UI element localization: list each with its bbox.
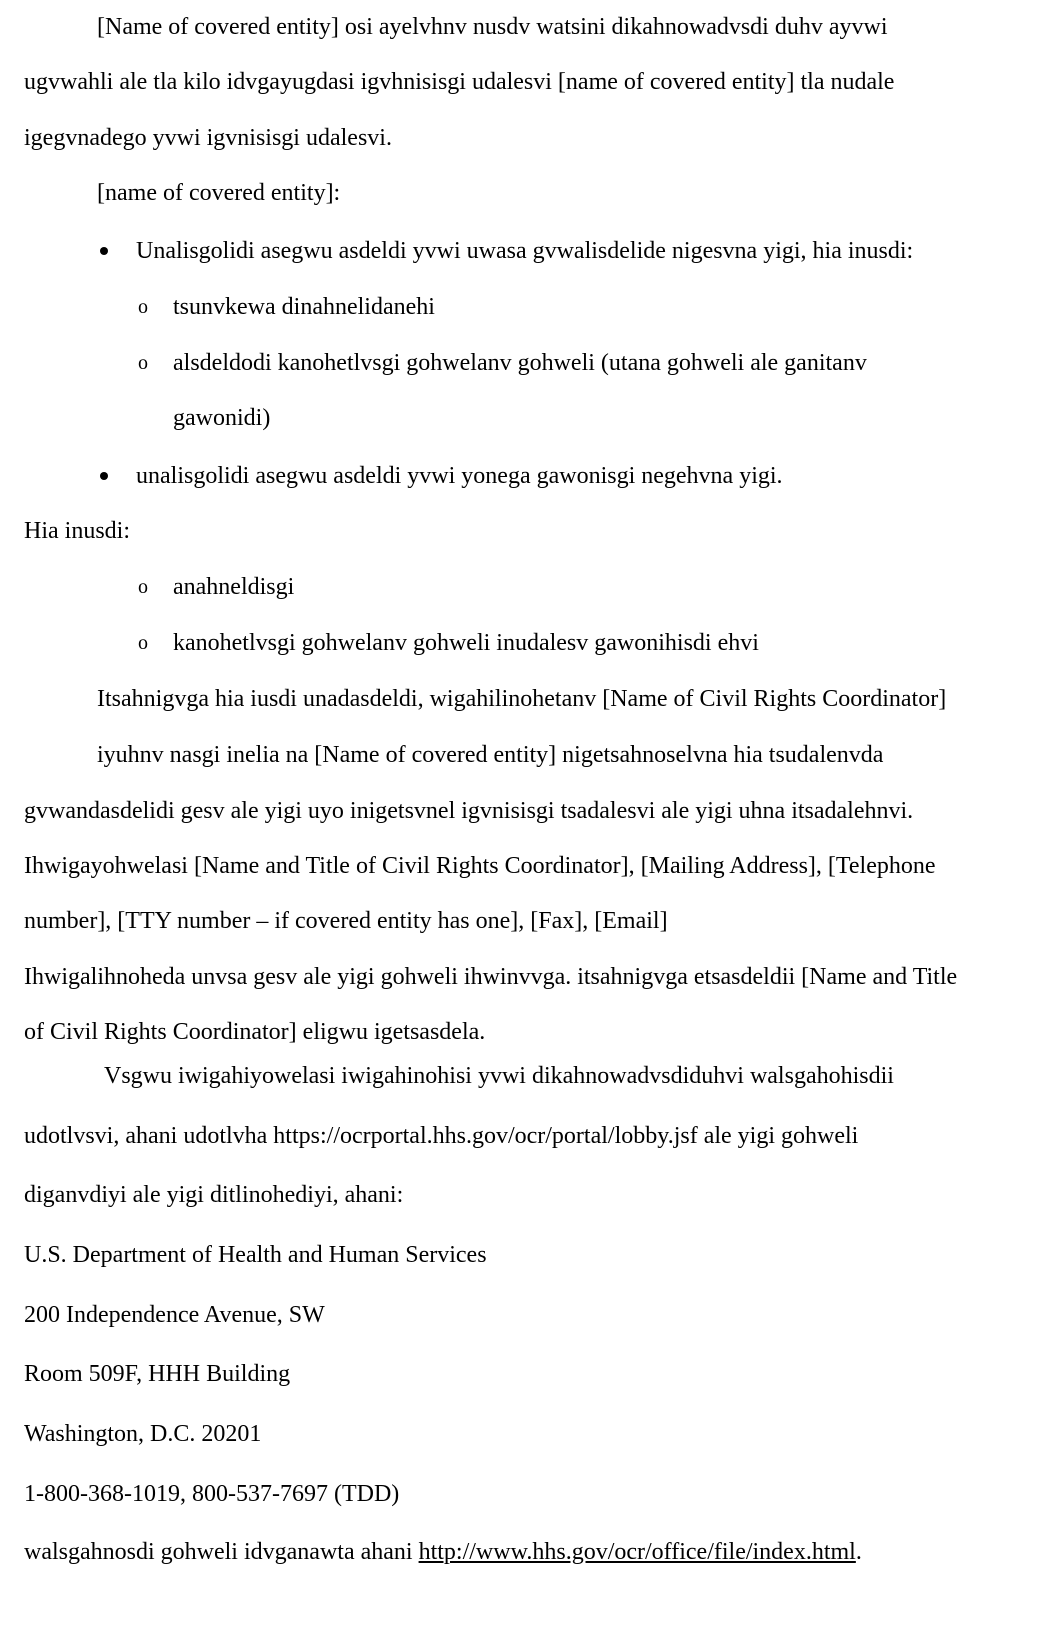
complaint-form-text: walsgahnosdi gohweli idvganawta ahani	[24, 1539, 419, 1565]
phone-numbers: 1-800-368-1019, 800-537-7697 (TDD)	[24, 1481, 400, 1507]
paragraph-2-line-5: number], [TTY number – if covered entity has one], [Fax], [Email]	[24, 908, 668, 934]
paragraph-3-line-1: Ihwigalihnoheda unvsa gesv ale yigi gohweli ihwinvvga. itsahnigvga etsasdeldii [Name and Title	[24, 964, 958, 990]
paragraph-4-line-2: udotlvsvi, ahani udotlvha https://ocrportal.hhs.gov/ocr/portal/lobby.jsf ale yigi gohweli	[24, 1123, 859, 1149]
sub-item-3: anahneldisgi	[173, 574, 295, 600]
sub-item-4: kanohetlvsgi gohwelanv gohweli inudalesv gawonihisdi ehvi	[173, 630, 759, 656]
paragraph-3-line-2: of Civil Rights Coordinator] eligwu igetsasdela.	[24, 1019, 486, 1045]
bullet-marker	[100, 236, 110, 266]
entity-heading: [name of covered entity]:	[97, 180, 341, 206]
paragraph-2-line-4: Ihwigayohwelasi [Name and Title of Civil Rights Coordinator], [Mailing Address], [Telephone	[24, 853, 936, 879]
paragraph-2-line-1: Itsahnigvga hia iusdi unadasdeldi, wigahilinohetanv [Name of Civil Rights Coordinator]	[97, 686, 947, 712]
paragraph-1-line-3: igegvnadego yvwi igvnisisgi udalesvi.	[24, 125, 392, 151]
bullet-item-2: unalisgolidi asegwu asdeldi yvwi yonega gawonisgi negehvna yigi.	[136, 463, 783, 489]
address-line-3: Room 509F, HHH Building	[24, 1361, 291, 1387]
complaint-form-period: .	[855, 1539, 862, 1565]
sub-item-2-line-2: gawonidi)	[173, 405, 271, 431]
bullet-marker	[100, 461, 110, 491]
complaint-form-link[interactable]: http://www.hhs.gov/ocr/office/file/index.html	[418, 1539, 856, 1565]
paragraph-2-line-3: gvwandasdelidi gesv ale yigi uyo inigetsvnel igvnisisgi tsadalesvi ale yigi uhna itsadalehnvi.	[24, 798, 914, 824]
sub-bullet-marker: o	[138, 352, 148, 374]
address-line-4: Washington, D.C. 20201	[24, 1421, 262, 1447]
paragraph-1-line-1: [Name of covered entity] osi ayelvhnv nusdv watsini dikahnowadvsdi duhv ayvwi	[97, 14, 888, 40]
sub-bullet-marker: o	[138, 296, 148, 318]
address-line-2: 200 Independence Avenue, SW	[24, 1302, 325, 1328]
sub-bullet-marker: o	[138, 576, 148, 598]
sub-item-2-line-1: alsdeldodi kanohetlvsgi gohwelanv gohweli (utana gohweli ale ganitanv	[173, 350, 867, 376]
paragraph-4-line-3: diganvdiyi ale yigi ditlinohediyi, ahani:	[24, 1182, 404, 1208]
paragraph-1-line-2: ugvwahli ale tla kilo idvgayugdasi igvhnisisgi udalesvi [name of covered entity] tla nudale	[24, 69, 895, 95]
bullet-item-1: Unalisgolidi asegwu asdeldi yvwi uwasa gvwalisdelide nigesvna yigi, hia inusdi:	[136, 238, 914, 264]
complaint-form-line	[24, 1537, 862, 1567]
sub-bullet-marker: o	[138, 632, 148, 654]
paragraph-2-line-2: iyuhnv nasgi inelia na [Name of covered entity] nigetsahnoselvna hia tsudalenvda	[97, 742, 884, 768]
hia-inusdi-label: Hia inusdi:	[24, 518, 130, 544]
paragraph-4-line-1: Vsgwu iwigahiyowelasi iwigahinohisi yvwi dikahnowadvsdiduhvi walsgahohisdii	[104, 1063, 894, 1089]
sub-item-1: tsunvkewa dinahnelidanehi	[173, 294, 435, 320]
address-line-1: U.S. Department of Health and Human Services	[24, 1242, 487, 1268]
